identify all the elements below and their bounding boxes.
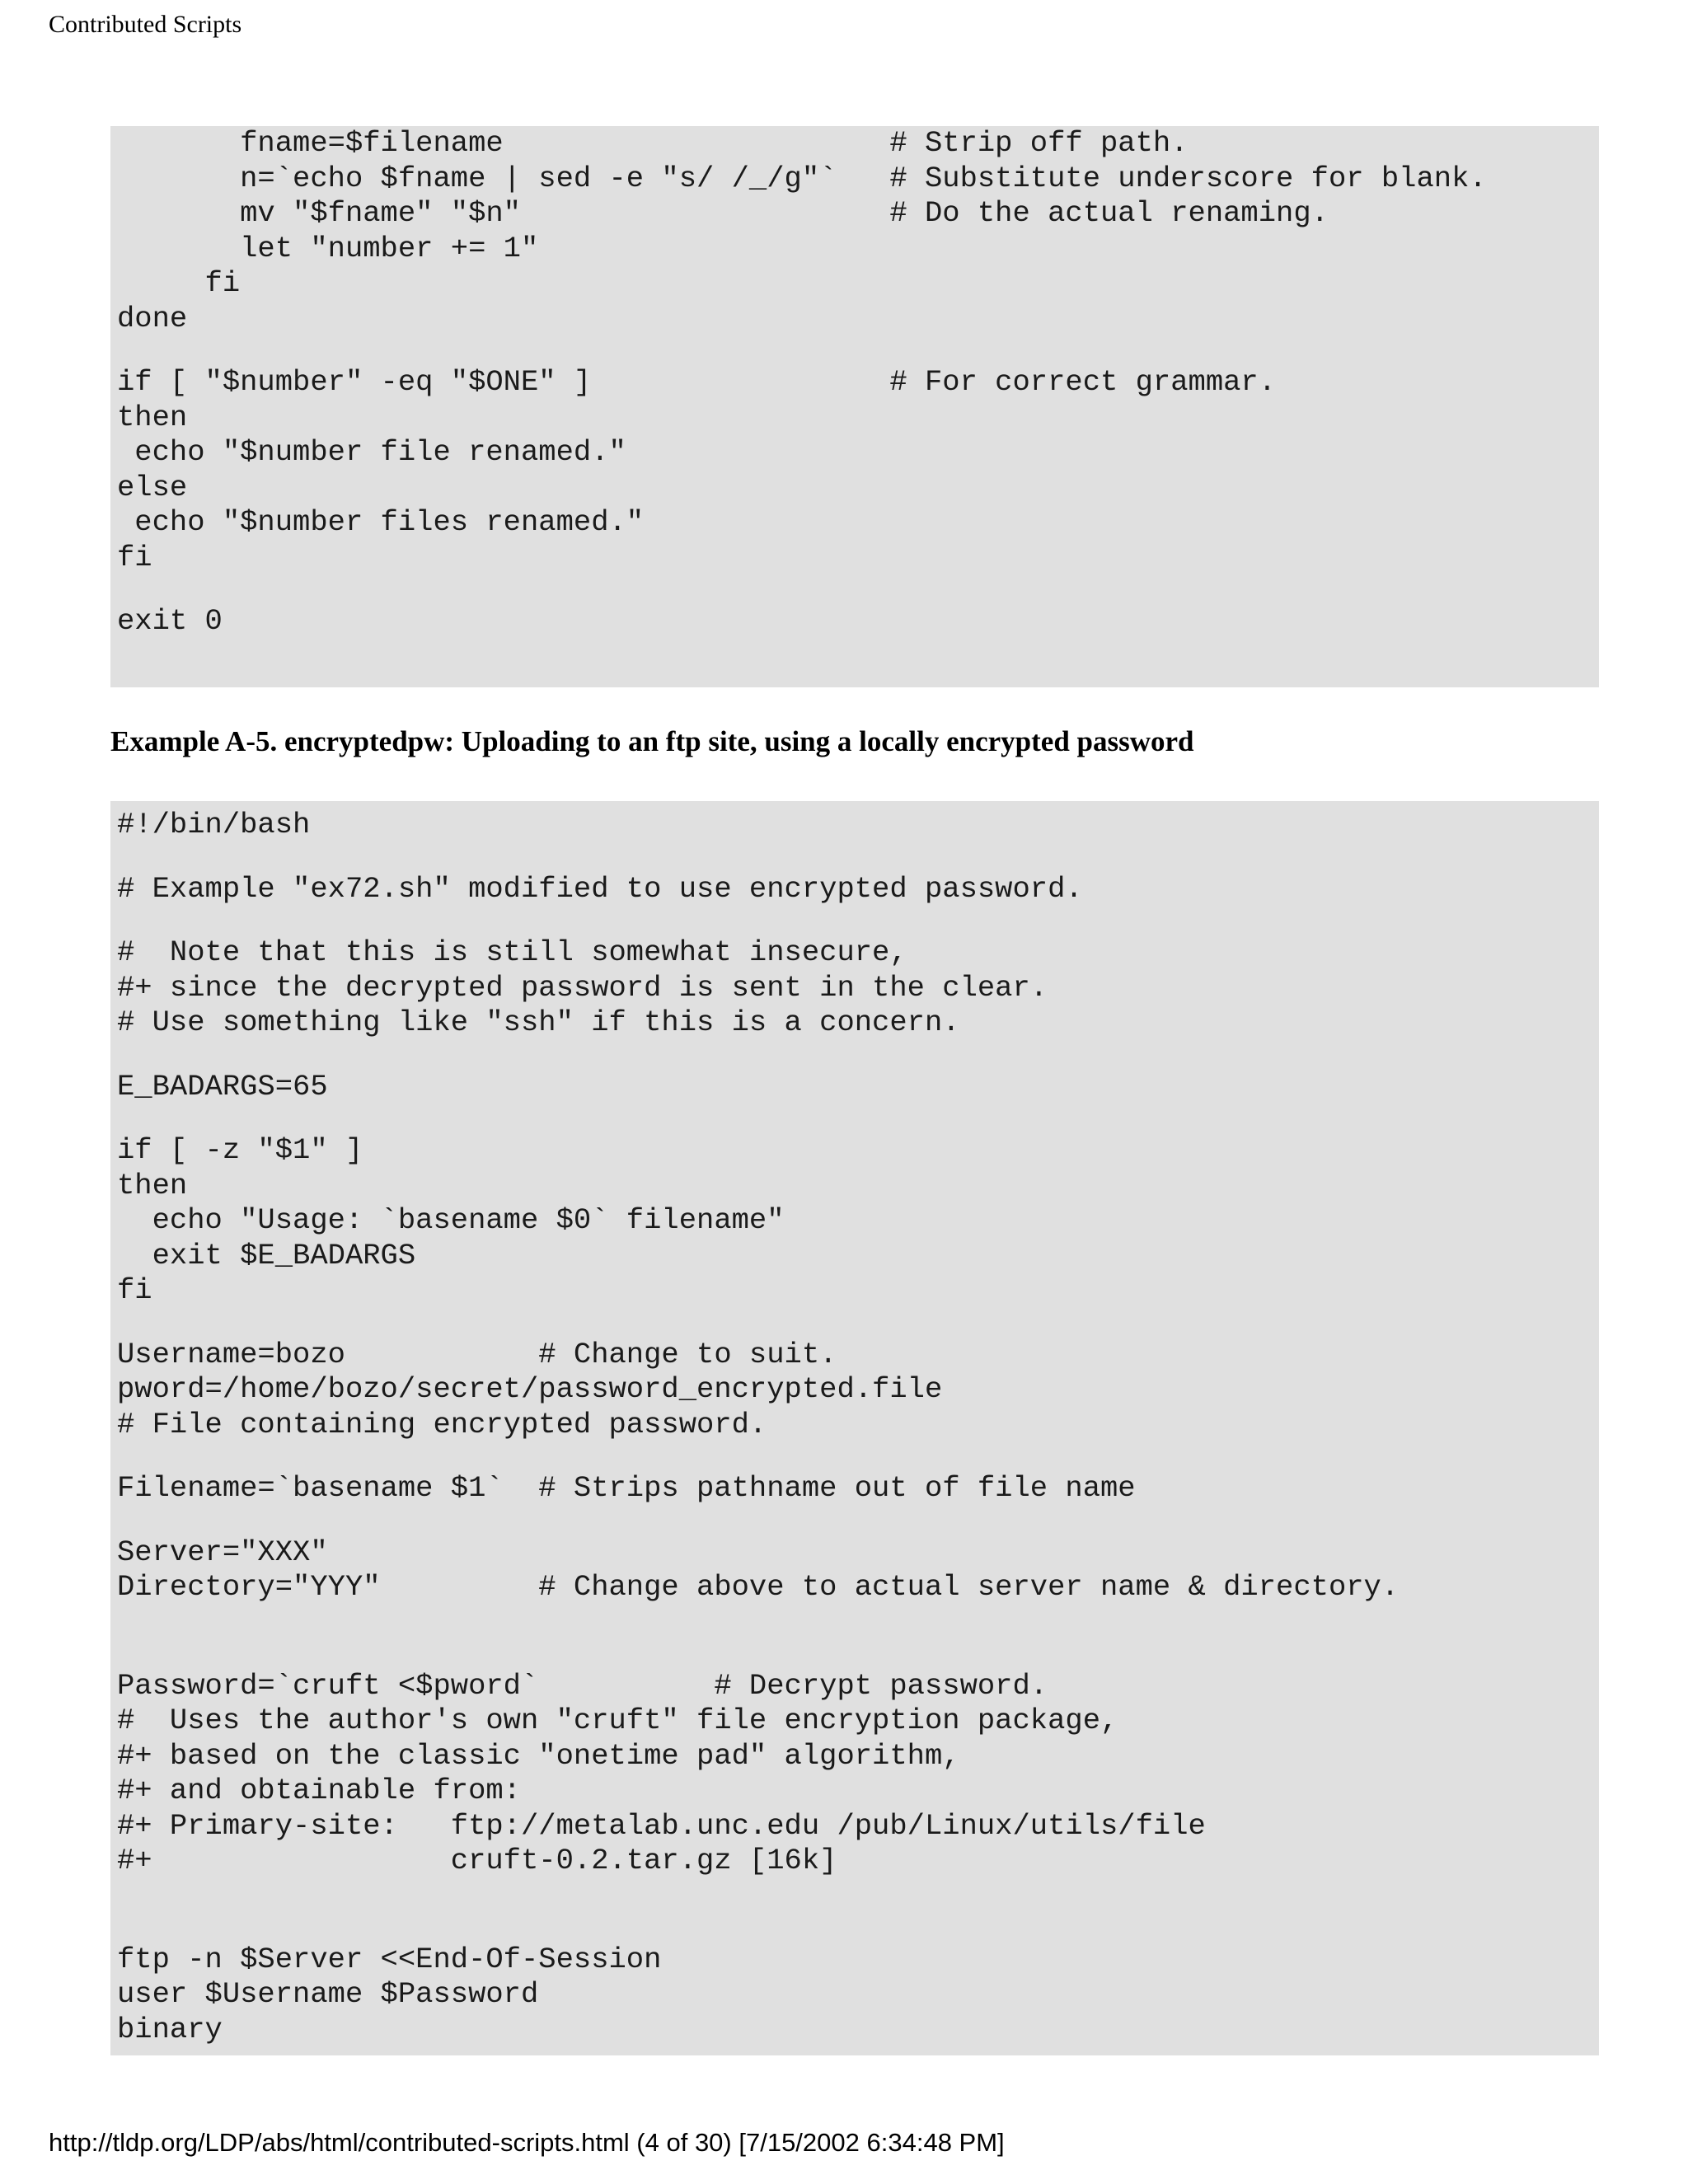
code-block-2-group-2: # Example "ex72.sh" modified to use encrypted password. bbox=[117, 871, 1083, 906]
code-block-1 bbox=[110, 126, 1599, 687]
code-block-2-group-4: E_BADARGS=65 bbox=[117, 1069, 328, 1104]
code-block-2-group-6: Username=bozo # Change to suit. pword=/home/bozo/secret/password_encrypted.file # File containing encrypted password. bbox=[117, 1337, 943, 1441]
code-block-2-group-7: Filename=`basename $1` # Strips pathname out of file name bbox=[117, 1471, 1136, 1505]
code-block-1-group-2: if [ "$number" -eq "$ONE" ] # For correct grammar. then echo "$number file renamed." else echo "$number files renamed." fi bbox=[117, 365, 1277, 574]
code-block-2-group-8: Server="XXX" Directory="YYY" # Change above to actual server name & directory. bbox=[117, 1535, 1400, 1604]
code-block-1-group-1: fname=$filename # Strip off path. n=`echo $fname | sed -e "s/ /_/g"` # Substitute underscore for blank. mv "$fname" "$n" # Do the actual renaming. let "number += 1" fi done bbox=[117, 126, 1487, 335]
code-block-2-group-5: if [ -z "$1" ] then echo "Usage: `basename $0` filename" exit $E_BADARGS fi bbox=[117, 1133, 785, 1307]
code-block-2 bbox=[110, 801, 1599, 2055]
code-block-2-group-9: Password=`cruft <$pword` # Decrypt password. # Uses the author's own "cruft" file encryption package, #+ based on the classic "onetime pad" algorithm, #+ and obtainable from: #+ Primary-site: ftp://metalab.unc.edu /pub/Linux/utils/file #+ cruft-0.2.tar.gz [16k] bbox=[117, 1668, 1206, 1877]
page-footer-url[interactable]: http://tldp.org/LDP/abs/html/contributed-scripts.html (4 of 30) [7/15/2002 6:34:48 PM] bbox=[49, 2128, 1005, 2157]
example-title: Example A-5. encryptedpw: Uploading to an ftp site, using a locally encrypted password bbox=[110, 725, 1194, 757]
page-header-title: Contributed Scripts bbox=[49, 11, 242, 38]
code-block-2-group-10: ftp -n $Server <<End-Of-Session user $Username $Password binary bbox=[117, 1942, 662, 2046]
code-block-1-group-3: exit 0 bbox=[117, 604, 223, 638]
code-block-2-group-1: #!/bin/bash bbox=[117, 808, 311, 841]
code-block-2-group-3: # Note that this is still somewhat insecure, #+ since the decrypted password is sent in the clear. # Use something like "ssh" if this is a concern. bbox=[117, 935, 1048, 1039]
